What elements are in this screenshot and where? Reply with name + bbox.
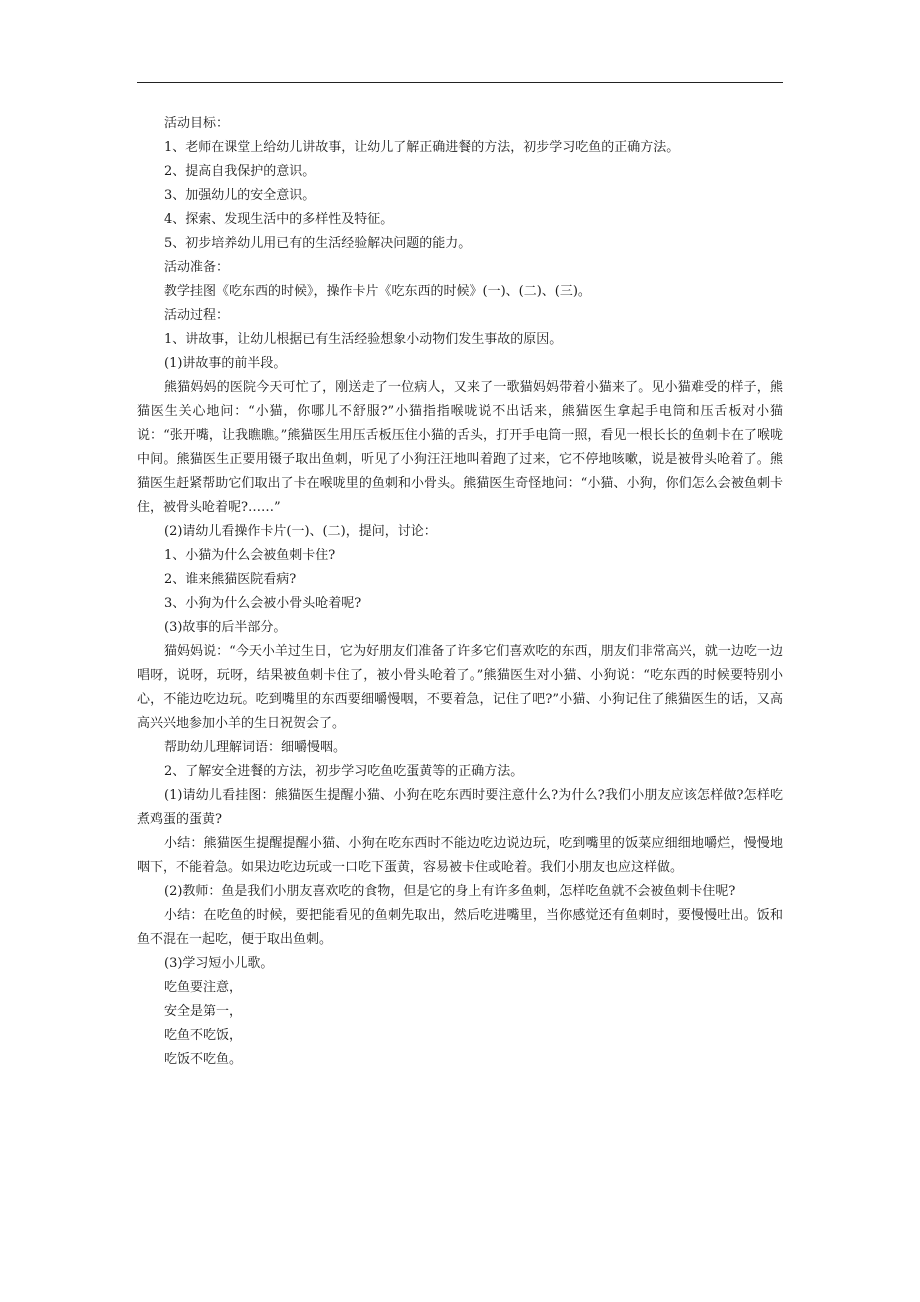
goal-item: 4、探索、发现生活中的多样性及特征。 — [164, 212, 394, 227]
rhyme-line: 吃鱼要注意， — [164, 980, 243, 995]
process-substep: (3)学习短小儿歌。 — [164, 956, 274, 971]
process-step: 2、了解安全进餐的方法，初步学习吃鱼吃蛋黄等的正确方法。 — [164, 764, 524, 779]
story-paragraph: 熊猫妈妈的医院今天可忙了，刚送走了一位病人，又来了一歌猫妈妈带着小猫来了。见小猫难受的样子，熊猫医生关心地问：“小猫，你哪儿不舒服?”小猫指指喉咙说不出话来，熊猫医生拿起手电筒和压舌板对小猫说：“张开嘴，让我瞧瞧。”熊猫医生用压舌板压住小猫的舌头，打开手电筒一照，看见一根长长的鱼刺卡在了喉咙中间。熊猫医生正要用镊子取出鱼刺，听见了小狗汪汪地叫着跑了过来，它不停地咳嗽，说是被骨头呛着了。熊猫医生赶紧帮助它们取出了卡在喉咙里的鱼刺和小骨头。熊猫医生奇怪地问：“小猫、小狗，你们怎么会被鱼刺卡住，被骨头呛着呢?……” — [137, 380, 783, 515]
rhyme-line: 吃鱼不吃饭， — [164, 1028, 243, 1043]
summary-paragraph: 小结：熊猫医生提醒提醒小猫、小狗在吃东西时不能边吃边说边玩，吃到嘴里的饭菜应细细地嚼烂，慢慢地咽下，不能着急。如果边吃边玩或一口吃下蛋黄，容易被卡住或呛着。我们小朋友也应这样做。 — [137, 836, 783, 875]
section-heading-preparation: 活动准备： — [164, 260, 230, 275]
header-rule — [137, 82, 783, 83]
goal-item: 2、提高自我保护的意识。 — [164, 164, 316, 179]
story-paragraph: 猫妈妈说：“今天小羊过生日，它为好朋友们准备了许多它们喜欢吃的东西，朋友们非常高兴，就一边吃一边唱呀，说呀，玩呀，结果被鱼刺卡住了，被小骨头呛着了。”熊猫医生对小猫、小狗说：“吃东西的时候要特别小心，不能边吃边玩。吃到嘴里的东西要细嚼慢咽，不要着急，记住了吧?”小猫、小狗记住了熊猫医生的话，又高高兴兴地参加小羊的生日祝贺会了。 — [137, 644, 783, 731]
goal-item: 5、初步培养幼儿用已有的生活经验解决问题的能力。 — [164, 236, 472, 251]
process-substep: (1)请幼儿看挂图：熊猫医生提醒小猫、小狗在吃东西时要注意什么?为什么?我们小朋友应该怎样做?怎样吃煮鸡蛋的蛋黄? — [137, 788, 783, 827]
question-item: 2、谁来熊猫医院看病? — [164, 572, 297, 587]
process-substep: (2)请幼儿看操作卡片(一)、(二)，提问，讨论： — [164, 524, 437, 539]
process-substep: (1)讲故事的前半段。 — [164, 356, 287, 371]
section-heading-goals: 活动目标： — [164, 116, 230, 131]
process-substep: (2)教师：鱼是我们小朋友喜欢吃的食物，但是它的身上有许多鱼刺，怎样吃鱼就不会被鱼刺卡住呢? — [164, 884, 736, 899]
goal-item: 1、老师在课堂上给幼儿讲故事，让幼儿了解正确进餐的方法，初步学习吃鱼的正确方法。 — [164, 140, 680, 155]
process-substep: (3)故事的后半部分。 — [164, 620, 287, 635]
document-body — [137, 112, 783, 1072]
preparation-text: 教学挂图《吃东西的时候》，操作卡片《吃东西的时候》(一)、(二)、(三)。 — [164, 284, 591, 299]
section-heading-process: 活动过程： — [164, 308, 230, 323]
rhyme-line: 安全是第一， — [164, 1004, 243, 1019]
rhyme-line: 吃饭不吃鱼。 — [164, 1052, 243, 1067]
summary-paragraph: 小结：在吃鱼的时候，要把能看见的鱼刺先取出，然后吃进嘴里，当你感觉还有鱼刺时，要慢慢吐出。饭和鱼不混在一起吃，便于取出鱼刺。 — [137, 908, 783, 947]
goal-item: 3、加强幼儿的安全意识。 — [164, 188, 316, 203]
vocabulary-note: 帮助幼儿理解词语：细嚼慢咽。 — [164, 740, 347, 755]
process-step: 1、讲故事，让幼儿根据已有生活经验想象小动物们发生事故的原因。 — [164, 332, 563, 347]
question-item: 3、小狗为什么会被小骨头呛着呢? — [164, 596, 362, 611]
question-item: 1、小猫为什么会被鱼刺卡住? — [164, 548, 336, 563]
